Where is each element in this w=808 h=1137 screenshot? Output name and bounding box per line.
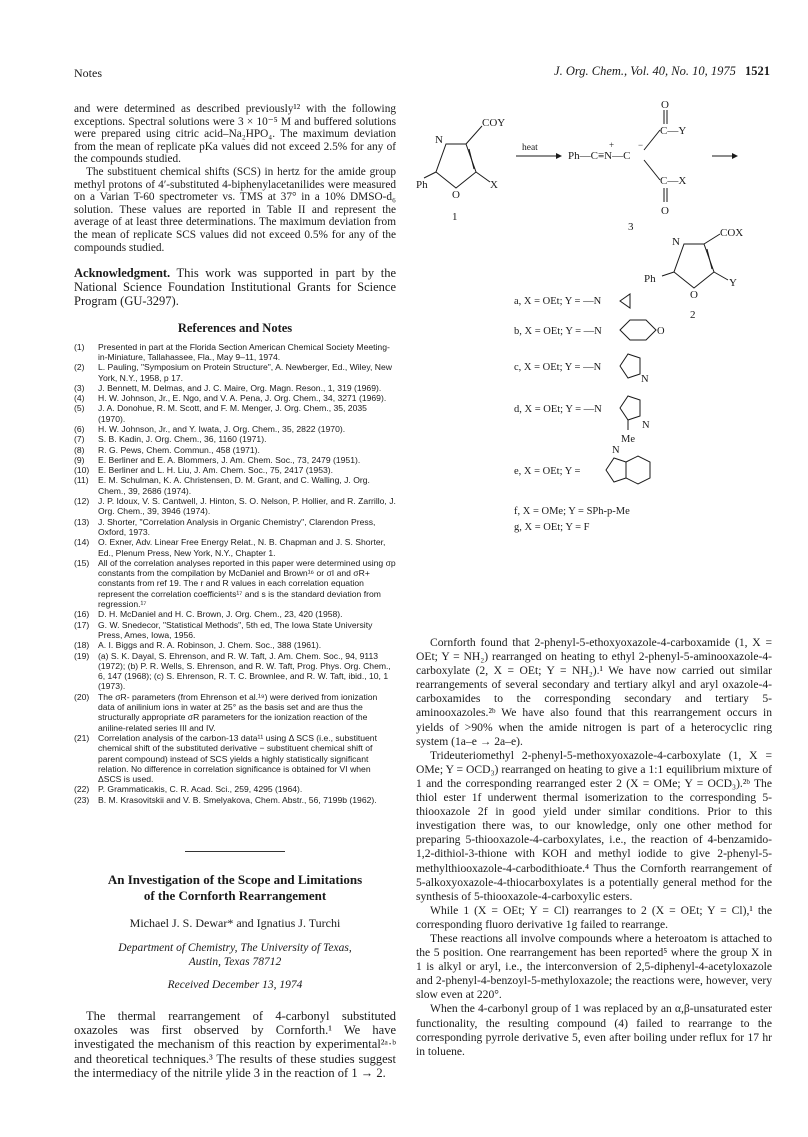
ref-num: (4) [74, 393, 85, 404]
entry-a: a, X = OEt; Y = —N [514, 296, 602, 307]
ref-text: D. H. McDaniel and H. C. Brown, J. Org. Chem., 23, 420 (1958). [98, 609, 343, 620]
acknowledgment-text: This work was supported in part by the National Science Foundation Institutional Grants for Science Program (GU-3297). [74, 266, 396, 309]
heat-label: heat [522, 143, 538, 153]
paragraph: While 1 (X = OEt; Y = Cl) rearranges to 2 (X = OEt; Y = Cl),¹ the corresponding fluoro derivative 1g failed to rearrange. [416, 903, 772, 931]
ref-num: (23) [74, 794, 90, 805]
reference-item [74, 784, 396, 794]
ref-num: (12) [74, 496, 90, 507]
ring-heteroatom: O [657, 326, 665, 337]
ref-num: (18) [74, 640, 90, 651]
ref-num: (5) [74, 403, 85, 414]
ref-text: E. M. Schulman, K. A. Christensen, D. M. Grant, and C. Walling, J. Org. Chem., 39, 2686 (1974). [98, 475, 370, 496]
plus-charge: + [609, 140, 615, 150]
ref-num: (10) [74, 465, 90, 476]
reference-item [74, 383, 396, 393]
page-number: 1521 [745, 64, 770, 78]
ref-num: (15) [74, 557, 90, 568]
left-column [74, 103, 396, 1093]
article-affiliation [74, 941, 396, 969]
ref-text: Presented in part at the Florida Section American Chemical Society Meeting-in-Miniature, Tallahassee, Fla., May 9–11, 1974. [98, 341, 390, 362]
reference-item [74, 496, 396, 517]
paragraph: and were determined as described previously¹² with the following exceptions. Spectral solutions were 3 × 10⁻⁵ M and buffered solutions were prepared using citric acid–Na₂HPO₄. The maximum deviation from the mean of replicate pKa values did not exceed 2.5% for any of the compounds studied. [74, 103, 396, 166]
benzimidazole-ring [606, 458, 626, 482]
entry-list [514, 294, 665, 533]
ref-text: R. G. Pews, Chem. Commun., 458 (1971). [98, 444, 260, 455]
entry-d: d, X = OEt; Y = —N [514, 404, 602, 415]
morpholine-ring [620, 320, 656, 340]
ref-text: The σR- parameters (from Ehrenson et al.¹⁹) were derived from ionization data of anilinium ions in water at 25° as the basis set and are thus the structurally appropriate σR parameters for the ionization reaction of the aniline-related series III and IV. [98, 691, 378, 733]
ref-num: (11) [74, 475, 89, 486]
section-divider [185, 851, 285, 852]
heat-arrow [516, 143, 562, 159]
ylide-y-group: C—Y [660, 125, 687, 137]
compound-number: 3 [628, 221, 634, 233]
ref-num: (8) [74, 444, 85, 455]
reference-item [74, 558, 396, 609]
substituent-label: X [490, 179, 498, 191]
compound-number: 1 [452, 211, 458, 223]
ref-num: (21) [74, 732, 90, 743]
ring-o-label: O [452, 189, 460, 201]
entry-f: f, X = OMe; Y = SPh-p-Me [514, 506, 630, 517]
ref-text: J. Shorter, "Correlation Analysis in Organic Chemistry", Clarendon Press, Oxford, 1973. [98, 516, 376, 537]
entry-e: e, X = OEt; Y = [514, 466, 581, 477]
article-authors: Michael J. S. Dewar* and Ignatius J. Turchi [129, 915, 341, 930]
ref-text: E. Berliner and E. A. Blommers, J. Am. Chem. Soc., 73, 2479 (1951). [98, 454, 361, 465]
substituent-label: Y [729, 277, 737, 289]
reference-item [74, 609, 396, 619]
ref-num: (1) [74, 341, 85, 352]
carbonyl-o-label: O [661, 99, 669, 111]
ylide-x-group: C—X [660, 175, 687, 187]
reference-item [74, 795, 396, 805]
reference-item [74, 424, 396, 434]
ref-text: (a) S. K. Dayal, S. Ehrenson, and R. W. Taft, J. Am. Chem. Soc., 94, 9113 (1972); (b) P. R. Wells, S. Ehrenson, and R. W. Taft, Prog. Phys. Org. Chem., 6, 147 (1968); (c) S. Ehrenson, R. T. C. Brownlee, and R. W. Taft, ibid., 10, 1 (1973). [98, 650, 391, 692]
journal-citation: J. Org. Chem., Vol. 40, No. 10, 1975 [554, 64, 736, 78]
carbonyl-o-label: O [661, 205, 669, 217]
compound-3-structure [568, 99, 738, 233]
reference-item [74, 403, 396, 424]
ref-num: (22) [74, 784, 90, 795]
title-line: An Investigation of the Scope and Limitations [107, 871, 363, 887]
ring-n-label: N [435, 134, 443, 146]
reference-item [74, 393, 396, 403]
reference-item [74, 733, 396, 784]
ref-num: (2) [74, 362, 85, 373]
ref-text: J. Bennett, M. Delmas, and J. C. Maire, Org. Magn. Reson., 1, 319 (1969). [98, 382, 382, 393]
entry-g: g, X = OEt; Y = F [514, 522, 590, 533]
methyl-label: Me [621, 434, 635, 445]
ref-num: (17) [74, 619, 90, 630]
reaction-scheme [416, 96, 772, 536]
ref-num: (13) [74, 516, 90, 527]
reference-item [74, 651, 396, 692]
acknowledgment [74, 266, 396, 308]
compound-number: 2 [690, 309, 696, 321]
reference-item [74, 465, 396, 475]
ref-text: B. M. Krasovitskii and V. B. Smelyakova, Chem. Abstr., 56, 7199b (1962). [98, 794, 377, 805]
reference-item [74, 475, 396, 496]
affiliation-line: Department of Chemistry, The University of Texas, [118, 941, 352, 954]
ref-num: (3) [74, 382, 85, 393]
paragraph: Trideuteriomethyl 2-phenyl-5-methoxyoxazole-4-carboxylate (1, X = OMe; Y = OCD₃) rearranged on heating to give a 1:1 equilibrium mixture of 1 and the corresponding rearranged ester 2 (X = OMe; Y = OCD₃).²ᵇ The thiol ester 1f underwent thermal isomerization to the corresponding 5-thiooxazole 2f in good yield under similar conditions. Prior to this investigation there was, to our knowledge, only one other method for preparing 5-thiooxazole-4-carboxylates, i.e., the reaction of 4-benzamido-1,2-dithiol-3-thione with KOH and methyl iodide to give 2-phenyl-5-methylthiooxazole-4-carbodithioate.⁴ Thus the Cornforth rearrangement of 5-alkoxyoxazole-4-thiocarboxylates is a potentially general method for the synthesis of 5-thiooxazole-4-carboxylic esters. [416, 748, 772, 903]
reference-item [74, 692, 396, 733]
ref-text: H. W. Johnson, Jr., and Y. Iwata, J. Org. Chem., 35, 2822 (1970). [98, 424, 346, 434]
ref-num: (20) [74, 691, 90, 702]
article-abstract: The thermal rearrangement of 4-carbonyl substituted oxazoles was first observed by Cornforth.¹ We have investigated the mechanism of this reaction by experimental²ᵃ·ᵇ and theoretical techniques.³ The results of these studies suggest the intermediacy of the nitrile ylide 3 in the reaction of 1 → 2. [74, 1008, 396, 1080]
header-journal [554, 64, 770, 79]
right-body-text [416, 636, 772, 1059]
ref-text: P. Grammaticakis, C. R. Acad. Sci., 259, 4295 (1964). [98, 784, 303, 795]
header-section: Notes [74, 66, 102, 80]
reference-item [74, 640, 396, 650]
phenyl-label: Ph [416, 179, 428, 191]
phenyl-label: Ph [644, 273, 656, 285]
ref-text: Correlation analysis of the carbon-13 data¹¹ using Δ SCS (i.e., substituent chemical shift of the substituted derivative − substituent chemical shift of parent compound) instead of SCS yields a highly statistically significant relation. No difference in correlation significance is obtained for VI when ΔSCS is used. [98, 732, 377, 785]
ref-text: J. A. Donohue, R. M. Scott, and F. M. Menger, J. Org. Chem., 35, 2035 (1970). [98, 403, 367, 424]
reference-item [74, 455, 396, 465]
compound-2-structure [644, 227, 743, 321]
references-title: References and Notes [177, 320, 293, 335]
acknowledgment-head: Acknowledgment. [74, 266, 171, 281]
minus-charge: − [638, 140, 644, 150]
methylimidazole-ring [620, 396, 640, 420]
ref-num: (6) [74, 424, 85, 434]
reference-item [74, 434, 396, 444]
ring-heteroatom: N [612, 445, 620, 456]
paragraph: Cornforth found that 2-phenyl-5-ethoxyoxazole-4-carboxamide (1, X = OEt; Y = NH₂) rearranged on heating to ethyl 2-phenyl-5-aminooxazole-4-carboxylate (2, X = OEt; Y = NH₂).¹ We have now carried out similar rearrangements of several secondary and tertiary alkyl and aryl oxazole-4-carboxamides to the corresponding secondary and tertiary 5-aminooxazoles.²ᵇ We have also found that this rearrangement occurs in yields of >90% when the amide nitrogen is part of a heterocyclic ring system (1a–e → 2a–e). [416, 636, 772, 748]
reference-item [74, 517, 396, 538]
entry-b: b, X = OEt; Y = —N [514, 326, 602, 337]
substituent-label: COY [482, 117, 506, 129]
substituent-label: COX [720, 227, 744, 239]
compound-1-structure [416, 117, 505, 223]
ref-num: (16) [74, 609, 90, 620]
paragraph: The substituent chemical shifts (SCS) in hertz for the amide group methyl protons of 4′-substituted 4-biphenylacetanilides were measured on a Varian T-60 spectrometer vs. TMS at 37° in a 10% DMSO-d₆ solution. These values are reported in Table II and represent the average of at least three determinations. The maximum deviation from the mean of replicate SCS values did not exceed 0.5% for any of the compounds studied. [74, 165, 396, 254]
reference-item [74, 620, 396, 641]
right-column [416, 96, 772, 1058]
ref-text: J. P. Idoux, V. S. Cantwell, J. Hinton, S. O. Nelson, P. Hollier, and R. Zarrillo, J. Org. Chem., 39, 3946 (1974). [98, 496, 396, 517]
ref-text: S. B. Kadin, J. Org. Chem., 36, 1160 (1971). [98, 434, 267, 445]
paragraph: These reactions all involve compounds where a heteroatom is attached to the 5 position. One rearrangement has been reported⁵ where the group X in 1 is alkyl or aryl, i.e., the interconversion of 2,5-diphenyl-4-acetyloxazole and 2-phenyl-4-benzoyl-5-methyloxazole; the reactions were, however, very slow even at 220°. [416, 931, 772, 1002]
received-date: Received December 13, 1974 [167, 978, 303, 991]
imidazole-ring [620, 354, 640, 378]
reference-list [74, 342, 396, 805]
ref-text: A. I. Biggs and R. A. Robinson, J. Chem. Soc., 388 (1961). [98, 640, 322, 651]
reference-item [74, 362, 396, 383]
ref-text: G. W. Snedecor, "Statistical Methods", 5th ed, The Iowa State University Press, Ames, Iowa, 1956. [98, 619, 373, 640]
affiliation-line: Austin, Texas 78712 [188, 955, 282, 968]
ylide-formula: Ph—C≡N—C [568, 150, 631, 162]
ring-heteroatom: N [642, 420, 650, 431]
ref-num: (9) [74, 454, 85, 465]
ref-text: E. Berliner and L. H. Liu, J. Am. Chem. Soc., 75, 2417 (1953). [98, 465, 334, 476]
ring-n-label: N [672, 236, 680, 248]
ref-text: H. W. Johnson, Jr., E. Ngo, and V. A. Pena, J. Org. Chem., 34, 3271 (1969). [98, 393, 387, 404]
ref-num: (14) [74, 537, 90, 548]
title-line: of the Cornforth Rearrangement [143, 887, 327, 903]
ref-text: All of the correlation analyses reported in this paper were determined using σp constants from the compilation by McDaniel and Brown¹⁶ or σI and σR+ constants from ref 19. The r and R values in each correlation equation represent the correlation coefficients¹⁷ and s is the standard deviation from regression.¹⁷ [98, 557, 396, 610]
article-title [74, 872, 396, 904]
ref-text: L. Pauling, "Symposium on Protein Structure", A. Newberger, Ed., Wiley, New York, N.Y., 1958, p 17. [98, 362, 392, 383]
ref-text: O. Exner, Adv. Linear Free Energy Relat., N. B. Chapman and J. S. Shorter, Ed., Plenum Press, New York, N.Y., Chapter 1. [98, 537, 386, 558]
reference-item [74, 342, 396, 363]
ref-num: (19) [74, 650, 90, 661]
ring-o-label: O [690, 289, 698, 301]
ref-num: (7) [74, 434, 85, 445]
entry-c: c, X = OEt; Y = —N [514, 362, 602, 373]
aziridine-ring [620, 294, 630, 308]
reference-item [74, 445, 396, 455]
scheme-drawing [416, 96, 772, 536]
reference-item [74, 537, 396, 558]
ring-heteroatom: N [641, 374, 649, 385]
paragraph: When the 4-carbonyl group of 1 was replaced by an α,β-unsaturated ester functionality, the resulting compound (4) failed to rearrange to the corresponding pyrrole derivative 5, even after boiling under reflux for 17 hr in toluene. [416, 1002, 772, 1058]
